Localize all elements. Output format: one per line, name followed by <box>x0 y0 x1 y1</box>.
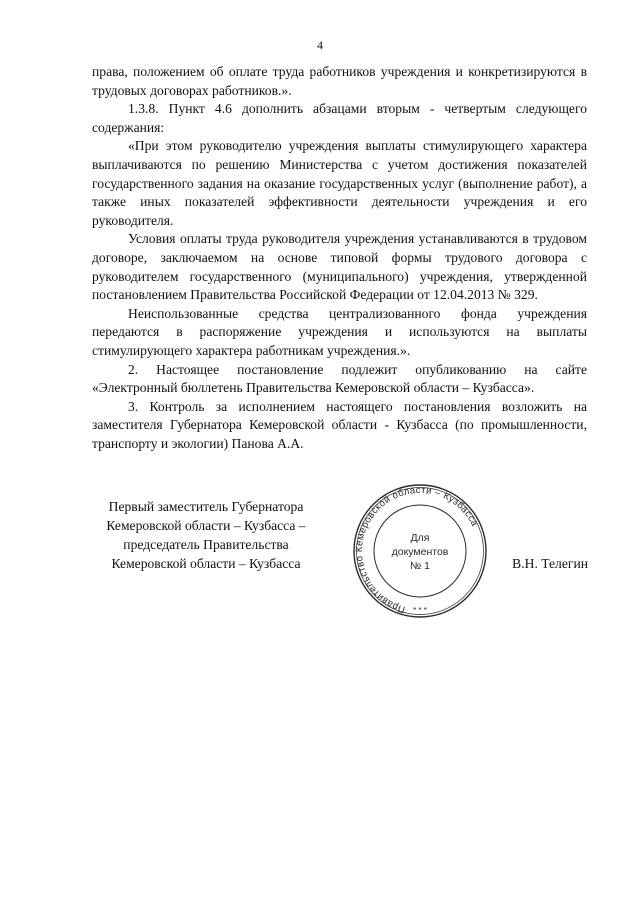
paragraph-5: Неиспользованные средства централизованного фонда учреждения передаются в распоряжение учреждения и используются на выплаты стимулирующего характера работникам учреждения.». <box>92 305 587 358</box>
seal-center-line-1: Для <box>410 532 430 544</box>
seal-ring-text-path: Правительство Кемеровской области – Кузбасса <box>353 484 480 615</box>
signer-name: В.Н. Телегин <box>512 556 588 571</box>
page-number: 4 <box>317 38 323 52</box>
signer-title-line: Кемеровской области – Кузбасса – <box>106 518 306 533</box>
paragraph-2: 1.3.8. Пункт 4.6 дополнить абзацами вторым - четвертым следующего содержания: <box>92 101 587 135</box>
paragraph-3: «При этом руководителю учреждения выплаты стимулирующего характера выплачиваются по решению Министерства с учетом достижения показателей государственного задания на оказание государственных услуг (выполнение работ), а также иных показателей эффективности деятельности учреждения и его руководителя. <box>92 138 587 228</box>
document-body <box>92 63 587 453</box>
signer-title-line: Первый заместитель Губернатора <box>108 499 304 514</box>
paragraph-4: Условия оплаты труда руководителя учреждения устанавливаются в трудовом договоре, заключаемом на основе типовой формы трудового договора с руководителем государственного (муниципального) учреждения, утвержденной постановлением Правительства Российской Федерации от 12.04.2013 № 329. <box>92 231 587 303</box>
paragraph-1: права, положением об оплате труда работников учреждения и конкретизируются в трудовых договорах работников.». <box>92 64 587 98</box>
signer-title <box>92 497 320 573</box>
seal-center-line-3: № 1 <box>409 560 431 572</box>
seal-stars: * * * <box>413 606 427 615</box>
paragraph-7: 3. Контроль за исполнением настоящего постановления возложить на заместителя Губернатора Кемеровской области - Кузбасса (по промышленности, транспорту и экологии) Панова А.А. <box>92 398 587 451</box>
signer-title-line: Кемеровской области – Кузбасса <box>111 556 301 571</box>
signer-title-line: председатель Правительства <box>123 537 289 552</box>
paragraph-6: 2. Настоящее постановление подлежит опубликованию на сайте «Электронный бюллетень Правительства Кемеровской области – Кузбасса». <box>92 361 587 396</box>
official-seal <box>350 481 490 621</box>
seal-center-line-2: документов <box>391 546 449 558</box>
signature-block <box>0 484 640 615</box>
